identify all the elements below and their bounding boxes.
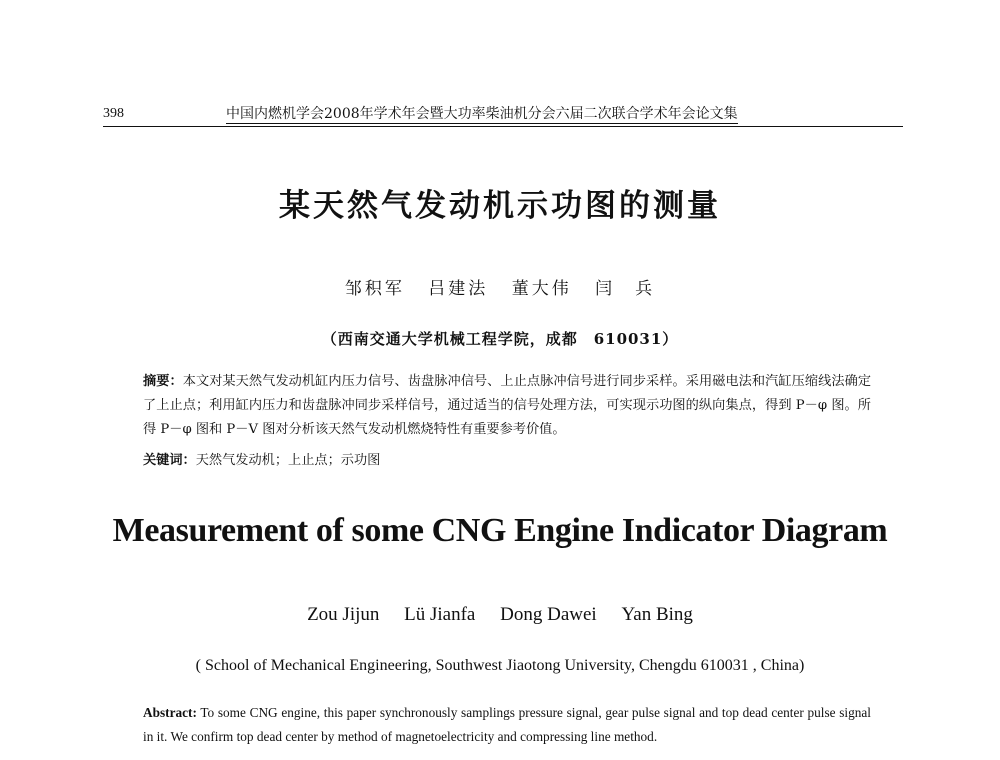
chinese-keywords-text: 天然气发动机；上止点；示功图: [195, 453, 381, 468]
chinese-author: 董大伟: [511, 279, 572, 299]
journal-title: 中国内燃机学会2008年学术年会暨大功率柴油机分会六届二次联合学术年会论文集: [226, 106, 738, 122]
chinese-keywords: [143, 451, 871, 471]
english-abstract: [143, 701, 871, 749]
chinese-author: 闫 兵: [595, 279, 656, 299]
chinese-authors: [0, 274, 1000, 299]
english-authors: [0, 604, 1000, 626]
english-author: Yan Bing: [621, 604, 693, 625]
chinese-author: 邹积军: [344, 279, 405, 299]
english-affiliation: ( School of Mechanical Engineering, Southwest Jiaotong University, Chengdu 610031 , China): [195, 657, 805, 674]
chinese-abstract: [143, 370, 871, 442]
page-number: 398: [103, 106, 124, 121]
english-abstract-text: To some CNG engine, this paper synchronously samplings pressure signal, gear pulse signal and top dead center pulse signal in it. We confirm top dead center by method of magnetoelectricity and compressing line method.: [143, 705, 871, 744]
chinese-affiliation: （西南交通大学机械工程学院，成都 610031）: [321, 330, 679, 348]
english-author: Zou Jijun: [307, 604, 380, 625]
chinese-keywords-label: 关键词：: [143, 453, 196, 468]
chinese-abstract-text: 本文对某天然气发动机缸内压力信号、齿盘脉冲信号、上止点脉冲信号进行同步采样。采用磁电法和汽缸压缩线法确定了上止点；利用缸内压力和齿盘脉冲同步采样信号，通过适当的信号处理方法，可实现示功图的纵向集点，得到 P－φ 图。所得 P－φ 图和 P－V 图对分析该天然气发动机燃烧特性有重要参考价值。: [143, 374, 872, 437]
chinese-title: 某天然气发动机示功图的测量: [279, 188, 721, 224]
english-abstract-label: Abstract:: [143, 705, 197, 720]
english-title: Measurement of some CNG Engine Indicator Diagram: [112, 512, 888, 549]
running-header: [103, 104, 903, 127]
chinese-author: 吕建法: [428, 279, 489, 299]
english-author: Lü Jianfa: [404, 604, 476, 625]
chinese-abstract-label: 摘要：: [143, 374, 183, 389]
english-author: Dong Dawei: [500, 604, 597, 625]
